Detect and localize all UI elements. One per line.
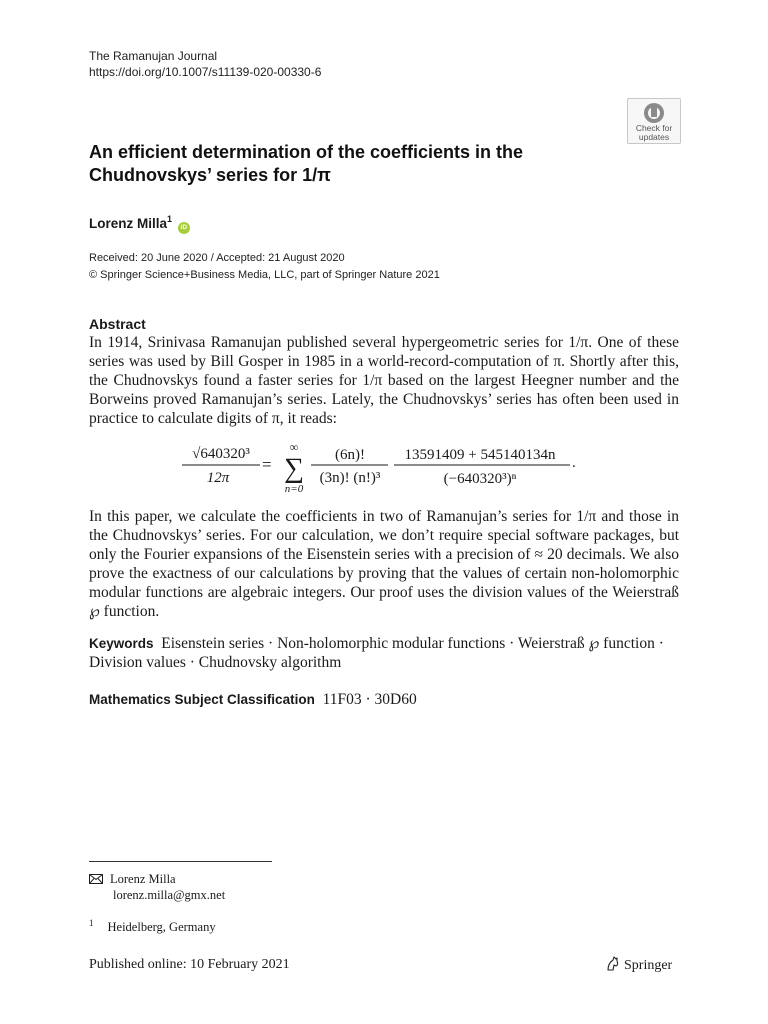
formula-sum-symbol: ∑: [284, 453, 304, 484]
formula-lhs-denominator: 12π: [206, 470, 230, 486]
title-line1: An efficient determination of the coefficients in the: [89, 142, 524, 162]
msc-block: [89, 690, 417, 709]
orcid-icon[interactable]: iD: [178, 222, 190, 234]
journal-name: The Ramanujan Journal: [89, 49, 218, 63]
envelope-icon: [89, 874, 103, 884]
contact-email[interactable]: lorenz.milla@gmx.net: [113, 888, 226, 902]
contact-block: [89, 871, 225, 903]
author-line: [89, 210, 190, 234]
formula-frac1-denominator: (3n)! (n!)³: [319, 470, 381, 486]
keywords-block: [89, 634, 679, 672]
springer-horse-icon: [605, 956, 621, 972]
copyright: © Springer Science+Business Media, LLC, part of Springer Nature 2021: [89, 269, 440, 281]
formula-frac2-numerator: 13591409 + 545140134n: [404, 447, 556, 463]
formula-lhs-numerator: √640320³: [192, 446, 250, 462]
contact-name: Lorenz Milla: [110, 872, 176, 886]
affiliation-text: Heidelberg, Germany: [107, 920, 216, 934]
springer-wordmark: Springer: [624, 958, 673, 973]
affiliation-mark: 1: [167, 214, 173, 224]
badge-line1: Check for: [635, 123, 673, 133]
abstract-paragraph-1: In 1914, Srinivasa Ramanujan published several hypergeometric series for 1/π. One of these series was used by Bill Gosper in 1985 in a world-record-computation of π. Shortly after this, the Chudnovskys found a faster series for 1/π based on the largest Heegner number and the Borweins proved Ramanujan’s series. Lately, the Chudnovskys’ series has often been used in practice to calculate digits of π, it reads:: [89, 334, 679, 427]
formula-frac1-numerator: (6n)!: [335, 447, 365, 463]
springer-logo[interactable]: [605, 956, 672, 975]
footnote-divider: [89, 861, 272, 862]
abstract-paragraph-2: In this paper, we calculate the coefficients in two of Ramanujan’s series for 1/π and those in the Chudnovskys’ series. For our calculation, we don’t require special software packages, but only the Fourier expansions of the Eisenstein series with a precision of ≈ 20 decimals. We also prove the exactness of our calculations by proving that the values of certain non-holomorphic modular functions are algebraic integers. Our proof uses the division values of the Weierstraß ℘ function.: [89, 508, 679, 620]
chudnovsky-formula: [178, 440, 598, 500]
badge-line2: updates: [638, 132, 670, 142]
title-line2: Chudnovskys’ series for 1/π: [89, 165, 331, 185]
abstract-heading: Abstract: [89, 316, 146, 332]
keywords-text: Eisenstein series · Non-holomorphic modular functions · Weierstraß ℘ function · Division values · Chudnovsky algorithm: [89, 635, 664, 671]
check-for-updates-badge[interactable]: [627, 98, 681, 144]
keywords-label: Keywords: [89, 636, 154, 651]
msc-text: 11F03 · 30D60: [322, 691, 417, 708]
affiliation-number: 1: [89, 918, 94, 928]
formula-period: .: [572, 455, 576, 471]
published-online: Published online: 10 February 2021: [89, 957, 290, 972]
formula-sum-bottom: n=0: [284, 483, 304, 495]
affiliation-footnote: [89, 915, 216, 935]
formula-sum-top: ∞: [289, 440, 299, 454]
formula-frac2-denominator: (−640320³)ⁿ: [443, 471, 517, 487]
received-accepted: Received: 20 June 2020 / Accepted: 21 August 2020: [89, 252, 345, 264]
doi-link[interactable]: https://doi.org/10.1007/s11139-020-00330-6: [89, 65, 322, 79]
dates-block: [89, 250, 440, 284]
paper-title: [89, 141, 609, 187]
msc-label: Mathematics Subject Classification: [89, 692, 315, 707]
crossmark-icon: [641, 102, 667, 124]
formula-equals: =: [262, 455, 272, 474]
author-name[interactable]: Lorenz Milla: [89, 216, 168, 231]
journal-header: [89, 48, 321, 80]
